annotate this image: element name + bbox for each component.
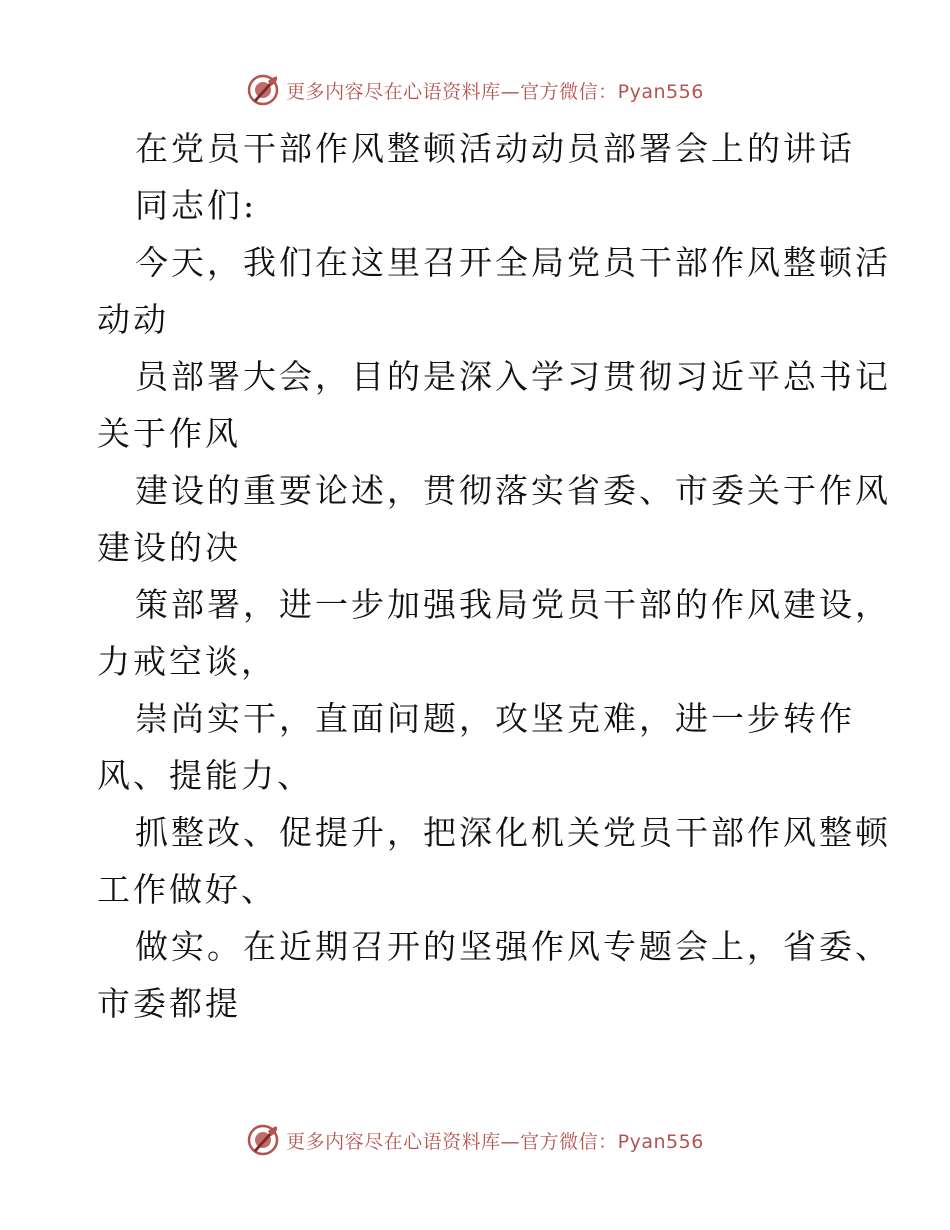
document-line: 市委都提 xyxy=(97,984,241,1023)
document-line: 崇尚实干，直面问题，攻坚克难，进一步转作 xyxy=(135,699,855,738)
footer-watermark xyxy=(0,1120,950,1160)
document-line: 工作做好、 xyxy=(97,870,277,909)
document-line: 在党员干部作风整顿活动动员部署会上的讲话 xyxy=(135,129,855,168)
footer-watermark-text: 更多内容尽在心语资料库—官方微信：Pyan556 xyxy=(286,1130,704,1153)
quill-seal-icon xyxy=(246,73,280,107)
document-line: 关于作风 xyxy=(97,414,241,453)
document-line: 动动 xyxy=(97,300,169,339)
document-line: 力戒空谈， xyxy=(97,642,277,681)
quill-seal-icon xyxy=(246,1123,280,1157)
document-line: 员部署大会，目的是深入学习贯彻习近平总书记 xyxy=(135,357,891,396)
header-watermark xyxy=(0,70,950,110)
document-line: 同志们: xyxy=(135,186,258,225)
document-line: 风、提能力、 xyxy=(97,756,313,795)
document-body xyxy=(97,120,891,1032)
document-line: 策部署，进一步加强我局党员干部的作风建设， xyxy=(135,585,891,624)
document-line: 做实。在近期召开的坚强作风专题会上，省委、 xyxy=(135,927,891,966)
document-line: 今天，我们在这里召开全局党员干部作风整顿活 xyxy=(135,243,891,282)
header-watermark-text: 更多内容尽在心语资料库—官方微信：Pyan556 xyxy=(286,80,704,103)
document-line: 建设的重要论述，贯彻落实省委、市委关于作风 xyxy=(135,471,891,510)
document-line: 建设的决 xyxy=(97,528,241,567)
document-line: 抓整改、促提升，把深化机关党员干部作风整顿 xyxy=(135,813,891,852)
